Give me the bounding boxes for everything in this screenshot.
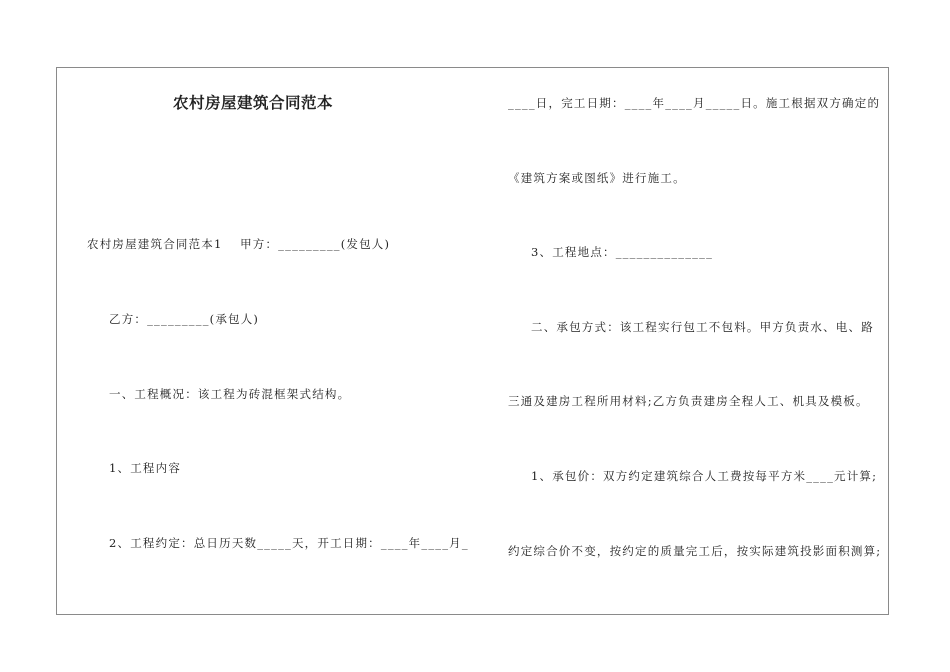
paragraph-right-1: ____日，完工日期：____年____月_____日。施工根据双方确定的: [508, 96, 881, 110]
paragraph-right-3: 3、工程地点：______________: [531, 245, 714, 259]
paragraph-left-5: 2、工程约定：总日历天数_____天，开工日期：____年____月_: [109, 536, 469, 550]
paragraph-right-5: 三通及建房工程所用材料;乙方负责建房全程人工、机具及模板。: [508, 394, 869, 408]
paragraph-left-2: 乙方：_________(承包人): [109, 312, 260, 326]
paragraph-right-6: 1、承包价：双方约定建筑综合人工费按每平方米____元计算;: [531, 469, 878, 483]
paragraph-right-7: 约定综合价不变，按约定的质量完工后，按实际建筑投影面积测算;: [508, 544, 882, 558]
paragraph-right-4: 二、承包方式：该工程实行包工不包料。甲方负责水、电、路: [531, 320, 874, 334]
document-title: 农村房屋建筑合同范本: [173, 94, 334, 112]
paragraph-right-2: 《建筑方案或图纸》进行施工。: [508, 171, 686, 185]
paragraph-left-3: 一、工程概况：该工程为砖混框架式结构。: [109, 387, 351, 401]
paragraph-left-1: 农村房屋建筑合同范本1 甲方：_________(发包人): [87, 237, 391, 251]
paragraph-left-4: 1、工程内容: [109, 461, 182, 475]
document-page: [56, 67, 889, 615]
